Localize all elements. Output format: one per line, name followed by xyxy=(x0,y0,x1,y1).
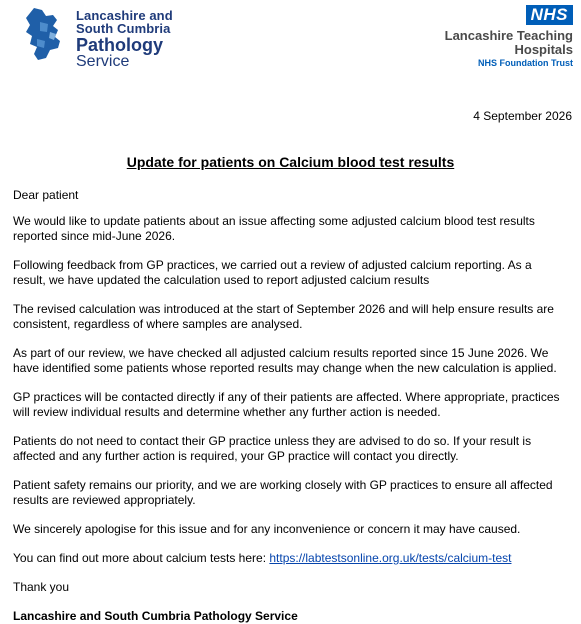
letter-body xyxy=(13,188,566,624)
closing: Thank you xyxy=(13,580,70,594)
letter-title: Update for patients on Calcium blood test results xyxy=(126,154,455,170)
greeting: Dear patient xyxy=(13,188,79,202)
lscps-wordmark xyxy=(76,9,173,70)
paragraph: We sincerely apologise for this issue and for any inconvenience or concern it may have caused. xyxy=(13,522,521,536)
lancashire-map-icon xyxy=(20,6,78,62)
calcium-test-link[interactable]: https://labtestsonline.org.uk/tests/calcium-test xyxy=(269,551,512,565)
paragraph: GP practices will be contacted directly if any of their patients are affected. Where appropriate, practices will review individual results and determine whether any further action is needed. xyxy=(13,390,560,419)
trust-name xyxy=(445,29,573,69)
nhs-logo-badge: NHS xyxy=(526,5,573,25)
paragraph: Patient safety remains our priority, and we are working closely with GP practices to ensure all affected results are reviewed appropriately. xyxy=(13,478,553,507)
letter-date: 4 September 2026 xyxy=(473,109,572,123)
trust-line-2: Hospitals xyxy=(514,41,573,57)
link-intro: You can find out more about calcium tests here: xyxy=(13,551,270,565)
paragraph: We would like to update patients about an issue affecting some adjusted calcium blood test results reported since mid-June 2026. xyxy=(13,214,535,243)
link-paragraph xyxy=(13,551,566,566)
paragraph: Following feedback from GP practices, we carried out a review of adjusted calcium reporting. As a result, we have updated the calculation used to report adjusted calcium results xyxy=(13,258,532,287)
paragraph: As part of our review, we have checked all adjusted calcium results reported since 15 June 2026. We have identified some patients whose reported results may change when the new calculation is applied. xyxy=(13,346,557,375)
lscps-line-2: South Cumbria xyxy=(76,21,171,36)
lscps-line-1: Lancashire and xyxy=(76,8,173,23)
trust-line-3: NHS Foundation Trust xyxy=(478,58,573,69)
letter-header xyxy=(0,0,581,80)
lscps-line-3: Pathology xyxy=(76,35,164,55)
lscps-line-4: Service xyxy=(76,53,130,70)
paragraph: The revised calculation was introduced at the start of September 2026 and will help ensure results are consistent, regardless of where samples are analysed. xyxy=(13,302,554,331)
signature: Lancashire and South Cumbria Pathology Service xyxy=(13,609,298,623)
paragraph: Patients do not need to contact their GP practice unless they are advised to do so. If your result is affected and any further action is required, your GP practice will contact you directly. xyxy=(13,434,532,463)
trust-line-1: Lancashire Teaching xyxy=(444,28,573,43)
